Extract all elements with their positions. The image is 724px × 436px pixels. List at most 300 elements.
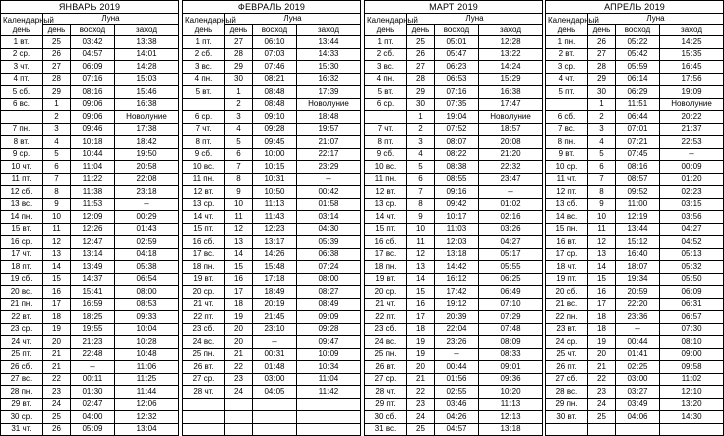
calendar-day-cell: 19 вт. <box>365 273 407 286</box>
calendar-day-cell: 22 вт. <box>1 311 43 324</box>
lunar-day-cell: 30 <box>407 98 435 111</box>
moonrise-cell: 10:44 <box>71 148 115 161</box>
table-row <box>1 173 179 186</box>
moonset-cell: 08:27 <box>297 286 361 299</box>
calendar-day-cell: 20 сб. <box>546 286 588 299</box>
table-row <box>183 61 361 74</box>
moonset-cell: 22:53 <box>660 136 724 149</box>
table-row <box>183 286 361 299</box>
calendar-day-cell: 25 пн. <box>365 348 407 361</box>
moonrise-cell: 01:48 <box>253 361 297 374</box>
calendar-day-cell: 9 вт. <box>546 148 588 161</box>
moonrise-cell: – <box>616 323 660 336</box>
moonrise-cell: 14:42 <box>435 261 479 274</box>
moonset-cell: 17:56 <box>660 73 724 86</box>
moonset-cell: 13:44 <box>297 36 361 49</box>
lunar-day-cell: 16 <box>588 286 616 299</box>
lunar-day-cell: 16 <box>43 286 71 299</box>
calendar-day-cell <box>365 111 407 124</box>
moonset-cell: 09:58 <box>660 361 724 374</box>
moonrise-cell: 11:43 <box>253 211 297 224</box>
table-row <box>365 423 543 436</box>
moonrise-cell <box>253 423 297 436</box>
moonset-cell: 18:42 <box>115 136 179 149</box>
moonset-cell: 20:22 <box>660 111 724 124</box>
moonset-cell: 04:27 <box>660 223 724 236</box>
moonrise-cell: 07:16 <box>435 86 479 99</box>
moonset-cell: 15:30 <box>297 61 361 74</box>
table-row <box>365 236 543 249</box>
calendar-day-cell: 11 чт. <box>546 173 588 186</box>
moonset-cell: 06:25 <box>479 273 543 286</box>
lunar-day-cell: 22 <box>225 361 253 374</box>
moonset-cell: 04:30 <box>297 223 361 236</box>
moonset-cell: 10:20 <box>479 386 543 399</box>
table-row <box>546 73 724 86</box>
moonrise-cell: 04:57 <box>71 48 115 61</box>
lunar-day-cell: 3 <box>225 111 253 124</box>
moonset-cell: 04:52 <box>660 236 724 249</box>
moonrise-cell: 15:12 <box>616 236 660 249</box>
calendar-day-cell: 13 ср. <box>183 198 225 211</box>
moonrise-cell: 09:45 <box>253 136 297 149</box>
month-table <box>545 0 724 436</box>
lunar-day-cell: 9 <box>588 198 616 211</box>
lunar-day-cell: 21 <box>225 348 253 361</box>
moonrise-cell: 09:46 <box>71 123 115 136</box>
moonrise-cell: 10:00 <box>253 148 297 161</box>
moonrise-cell: 11:22 <box>71 173 115 186</box>
moonrise-cell: 12:09 <box>71 211 115 224</box>
moonset-header: заход <box>660 25 724 36</box>
moonset-cell: 21:20 <box>479 148 543 161</box>
lunar-day-cell: 25 <box>588 411 616 424</box>
moonset-cell: 05:39 <box>297 236 361 249</box>
calendar-day-cell: 29 вт. <box>1 398 43 411</box>
moonset-cell: – <box>297 173 361 186</box>
moonset-cell: 00:29 <box>115 211 179 224</box>
table-row <box>365 211 543 224</box>
moonrise-cell: 17:18 <box>253 273 297 286</box>
calendar-day-cell: 26 вт. <box>365 361 407 374</box>
table-row <box>365 223 543 236</box>
moonset-cell: 07:30 <box>660 323 724 336</box>
moonset-cell: 15:46 <box>115 86 179 99</box>
lunar-day-cell: 28 <box>225 48 253 61</box>
calendar-day-cell: 15 пн. <box>546 223 588 236</box>
moonrise-cell: 14:37 <box>71 273 115 286</box>
calendar-day-cell: 23 сб. <box>365 323 407 336</box>
table-row <box>546 373 724 386</box>
lunar-day-cell: 18 <box>43 311 71 324</box>
calendar-day-cell <box>183 398 225 411</box>
calendar-day-header: Календарный день <box>365 14 407 36</box>
calendar-day-cell: 22 пт. <box>183 311 225 324</box>
calendar-day-cell: 9 сб. <box>183 148 225 161</box>
moonset-cell: – <box>115 198 179 211</box>
table-row <box>365 36 543 49</box>
lunar-day-header: день <box>407 25 435 36</box>
lunar-day-cell <box>225 398 253 411</box>
table-row <box>365 48 543 61</box>
table-row <box>183 211 361 224</box>
moonset-cell: 16:38 <box>479 86 543 99</box>
calendar-day-cell: 4 пн. <box>183 73 225 86</box>
calendar-day-cell: 25 пн. <box>183 348 225 361</box>
table-row <box>183 273 361 286</box>
lunar-day-cell: 10 <box>407 223 435 236</box>
moonrise-cell: 07:03 <box>253 48 297 61</box>
calendar-day-cell <box>183 98 225 111</box>
lunar-day-cell: 14 <box>407 273 435 286</box>
table-row <box>183 398 361 411</box>
lunar-day-cell: 5 <box>588 148 616 161</box>
moonrise-cell: 11:38 <box>71 186 115 199</box>
lunar-day-cell: 13 <box>225 236 253 249</box>
moonrise-cell: – <box>71 361 115 374</box>
lunar-day-cell: 25 <box>43 36 71 49</box>
month-title: МАРТ 2019 <box>365 1 543 14</box>
moonset-cell: 12:32 <box>115 411 179 424</box>
moonset-cell: 03:14 <box>297 211 361 224</box>
moonset-header: заход <box>115 25 179 36</box>
table-row <box>546 398 724 411</box>
moonset-cell: 05:17 <box>479 248 543 261</box>
table-row <box>183 86 361 99</box>
moonset-cell: 07:48 <box>479 323 543 336</box>
calendar-day-cell: 3 чт. <box>1 61 43 74</box>
moonset-cell: 17:39 <box>297 86 361 99</box>
moonset-cell: 07:10 <box>479 298 543 311</box>
table-row <box>546 186 724 199</box>
lunar-day-cell: 11 <box>225 211 253 224</box>
calendar-day-cell: 11 пн. <box>365 173 407 186</box>
moonset-cell: Новолуние <box>115 111 179 124</box>
moonset-cell: 14:25 <box>660 36 724 49</box>
calendar-day-cell: 15 вт. <box>1 223 43 236</box>
calendar-day-cell: 19 вт. <box>183 273 225 286</box>
calendar-day-cell: 28 чт. <box>365 386 407 399</box>
moonrise-cell: 03:00 <box>253 373 297 386</box>
lunar-day-cell: 24 <box>588 398 616 411</box>
calendar-day-cell: 12 вт. <box>365 186 407 199</box>
moonset-cell: 23:18 <box>115 186 179 199</box>
lunar-day-cell: 22 <box>43 373 71 386</box>
table-row <box>365 298 543 311</box>
lunar-day-cell: 20 <box>225 336 253 349</box>
lunar-day-cell: 19 <box>407 336 435 349</box>
calendar-day-header: Календарный день <box>1 14 43 36</box>
moonrise-header: восход <box>71 25 115 36</box>
moonrise-cell: 09:10 <box>253 111 297 124</box>
lunar-day-cell: 12 <box>225 223 253 236</box>
month-title: ЯНВАРЬ 2019 <box>1 1 179 14</box>
table-row <box>1 348 179 361</box>
moonrise-cell: 00:44 <box>616 336 660 349</box>
moon-header: Луна <box>588 14 724 25</box>
calendar-day-cell: 20 ср. <box>365 286 407 299</box>
moonset-cell: 13:22 <box>479 48 543 61</box>
calendar-day-cell: 24 вс. <box>365 336 407 349</box>
table-row <box>546 161 724 174</box>
table-row <box>546 286 724 299</box>
moonrise-cell: 22:48 <box>71 348 115 361</box>
table-row <box>1 161 179 174</box>
moonset-cell: 11:02 <box>660 373 724 386</box>
month-block <box>0 0 178 433</box>
calendar-day-cell: 3 вс. <box>183 61 225 74</box>
calendar-day-cell: 17 ср. <box>546 248 588 261</box>
moonrise-cell: 12:03 <box>435 236 479 249</box>
calendar-day-cell: 14 чт. <box>183 211 225 224</box>
calendar-day-cell: 23 вт. <box>546 323 588 336</box>
moonset-cell: Новолуние <box>660 98 724 111</box>
moonrise-cell: 00:31 <box>253 348 297 361</box>
moonrise-cell: 13:44 <box>616 223 660 236</box>
lunar-day-cell: 16 <box>225 273 253 286</box>
moonrise-cell: 04:06 <box>616 411 660 424</box>
lunar-day-cell: 28 <box>43 73 71 86</box>
month-block <box>364 0 542 433</box>
lunar-day-cell: 18 <box>407 323 435 336</box>
moonrise-cell: 09:06 <box>71 111 115 124</box>
table-row <box>183 123 361 136</box>
calendar-day-cell: 27 ср. <box>183 373 225 386</box>
table-row <box>1 98 179 111</box>
lunar-day-cell: 11 <box>588 223 616 236</box>
calendar-day-cell: 22 пн. <box>546 311 588 324</box>
moonset-cell: 02:59 <box>115 236 179 249</box>
moonset-cell: 11:25 <box>115 373 179 386</box>
lunar-day-cell: 7 <box>43 173 71 186</box>
calendar-day-cell: 17 чт. <box>1 248 43 261</box>
calendar-day-cell: 20 ср. <box>183 286 225 299</box>
lunar-day-cell: 21 <box>407 373 435 386</box>
calendar-day-cell: 5 сб. <box>1 86 43 99</box>
moonrise-cell: 23:26 <box>435 336 479 349</box>
month-block <box>182 0 360 433</box>
calendar-day-cell: 27 вс. <box>1 373 43 386</box>
moonrise-cell: 23:36 <box>616 311 660 324</box>
moonset-cell: 09:01 <box>479 361 543 374</box>
lunar-day-cell: 1 <box>225 86 253 99</box>
moonset-cell: 08:49 <box>297 298 361 311</box>
moonset-cell: 06:57 <box>660 311 724 324</box>
calendar-day-cell: 14 вс. <box>546 211 588 224</box>
lunar-day-cell: 25 <box>407 423 435 436</box>
moonrise-cell: 13:14 <box>71 248 115 261</box>
table-row <box>1 323 179 336</box>
moonrise-cell: 10:50 <box>253 186 297 199</box>
lunar-day-cell: 8 <box>43 186 71 199</box>
table-row <box>183 48 361 61</box>
calendar-day-cell: 26 сб. <box>1 361 43 374</box>
moonrise-cell: 00:44 <box>435 361 479 374</box>
calendar-day-cell: 25 чт. <box>546 348 588 361</box>
calendar-day-cell <box>546 423 588 436</box>
moonset-cell: 10:34 <box>297 361 361 374</box>
lunar-day-cell: 4 <box>588 136 616 149</box>
moonset-cell: 03:56 <box>660 211 724 224</box>
calendar-day-cell: 20 вс. <box>1 286 43 299</box>
moonrise-header: восход <box>253 25 297 36</box>
moonset-cell: 17:47 <box>479 98 543 111</box>
moonset-cell: 12:13 <box>479 411 543 424</box>
moonset-cell: 21:37 <box>660 123 724 136</box>
table-row <box>183 136 361 149</box>
table-row <box>365 136 543 149</box>
lunar-day-cell: 2 <box>407 123 435 136</box>
table-row <box>1 123 179 136</box>
calendar-day-cell: 13 вс. <box>1 198 43 211</box>
table-row <box>183 36 361 49</box>
lunar-day-cell: 8 <box>407 198 435 211</box>
table-row <box>365 148 543 161</box>
table-row <box>183 248 361 261</box>
moonrise-cell: 14:26 <box>253 248 297 261</box>
lunar-day-cell: 30 <box>588 86 616 99</box>
moonrise-cell: 06:53 <box>435 73 479 86</box>
lunar-day-cell: 19 <box>43 323 71 336</box>
lunar-day-cell: 23 <box>407 398 435 411</box>
moonrise-cell: 00:11 <box>71 373 115 386</box>
table-row <box>365 411 543 424</box>
table-row <box>1 398 179 411</box>
moonset-cell <box>297 398 361 411</box>
moonrise-cell: 07:45 <box>616 148 660 161</box>
moonset-cell: 09:36 <box>479 373 543 386</box>
moon-header: Луна <box>407 14 543 25</box>
calendar-day-cell <box>546 98 588 111</box>
table-row <box>1 386 179 399</box>
table-row <box>546 48 724 61</box>
calendar-day-cell: 8 пт. <box>183 136 225 149</box>
moonrise-cell: 08:16 <box>71 86 115 99</box>
table-row <box>365 261 543 274</box>
calendar-day-cell: 4 чт. <box>546 73 588 86</box>
moonset-cell: 16:32 <box>297 73 361 86</box>
moonrise-cell: 20:19 <box>253 298 297 311</box>
calendar-day-cell: 4 пт. <box>1 73 43 86</box>
calendar-day-cell: 29 пт. <box>365 398 407 411</box>
moonrise-cell: 12:23 <box>253 223 297 236</box>
moonrise-cell <box>253 398 297 411</box>
moonrise-cell: 10:31 <box>253 173 297 186</box>
lunar-day-cell: 23 <box>588 386 616 399</box>
lunar-day-cell: 6 <box>407 173 435 186</box>
moonset-cell: 09:00 <box>660 348 724 361</box>
moonrise-cell: 06:44 <box>616 111 660 124</box>
moonset-cell: 22:08 <box>115 173 179 186</box>
table-row <box>365 348 543 361</box>
table-row <box>546 61 724 74</box>
table-row <box>546 298 724 311</box>
lunar-day-cell: 22 <box>407 386 435 399</box>
moonrise-header: восход <box>435 25 479 36</box>
table-row <box>1 248 179 261</box>
lunar-day-cell: 20 <box>43 336 71 349</box>
calendar-day-cell: 9 ср. <box>1 148 43 161</box>
moonset-cell: 20:58 <box>115 161 179 174</box>
table-row <box>365 286 543 299</box>
table-row <box>365 123 543 136</box>
moonset-cell: 02:16 <box>479 211 543 224</box>
lunar-day-cell: 26 <box>43 423 71 436</box>
calendar-day-cell: 31 вс. <box>365 423 407 436</box>
moonrise-cell: 02:47 <box>71 398 115 411</box>
table-row <box>546 248 724 261</box>
lunar-day-cell: 3 <box>43 123 71 136</box>
lunar-day-cell: 8 <box>225 173 253 186</box>
moonset-cell: 05:55 <box>479 261 543 274</box>
moonrise-cell: 05:42 <box>616 48 660 61</box>
moonrise-cell: 09:28 <box>253 123 297 136</box>
table-row <box>183 261 361 274</box>
calendar-day-cell: 28 вс. <box>546 386 588 399</box>
table-row <box>1 373 179 386</box>
table-row <box>546 273 724 286</box>
lunar-day-cell: 1 <box>588 98 616 111</box>
moonset-cell: 22:17 <box>297 148 361 161</box>
moonset-cell: 20:08 <box>479 136 543 149</box>
table-row <box>365 248 543 261</box>
moonset-cell: 07:29 <box>479 311 543 324</box>
lunar-day-cell: 10 <box>225 198 253 211</box>
lunar-day-cell: 25 <box>43 411 71 424</box>
moonrise-cell: 05:59 <box>616 61 660 74</box>
table-row <box>183 186 361 199</box>
lunar-day-cell: 4 <box>225 123 253 136</box>
lunar-day-cell: 8 <box>588 186 616 199</box>
table-row <box>1 411 179 424</box>
moonset-cell: 14:33 <box>297 48 361 61</box>
calendar-day-cell: 26 пт. <box>546 361 588 374</box>
moonrise-cell: 15:41 <box>71 286 115 299</box>
moonset-cell: 08:10 <box>660 336 724 349</box>
table-row <box>183 323 361 336</box>
table-row <box>1 61 179 74</box>
moonset-cell: 16:38 <box>115 98 179 111</box>
moonset-cell: 04:27 <box>479 236 543 249</box>
table-row <box>546 173 724 186</box>
moonrise-cell: 11:00 <box>616 198 660 211</box>
calendar-day-cell: 5 пт. <box>546 86 588 99</box>
table-row <box>183 311 361 324</box>
table-row <box>1 111 179 124</box>
moonrise-cell: 12:19 <box>616 211 660 224</box>
moonset-cell: 10:09 <box>297 348 361 361</box>
moonrise-cell: 06:29 <box>616 86 660 99</box>
moonrise-cell: 07:35 <box>435 98 479 111</box>
table-row <box>365 61 543 74</box>
table-row <box>546 386 724 399</box>
table-row <box>365 98 543 111</box>
lunar-day-cell: 29 <box>225 61 253 74</box>
table-row <box>183 223 361 236</box>
month-block <box>545 0 723 433</box>
moonset-cell: 21:07 <box>297 136 361 149</box>
table-row <box>365 73 543 86</box>
moonset-cell: 08:33 <box>479 348 543 361</box>
table-row <box>1 273 179 286</box>
calendar-day-cell: 23 сб. <box>183 323 225 336</box>
calendar-day-cell: 3 ср. <box>546 61 588 74</box>
moonrise-cell: 02:25 <box>616 361 660 374</box>
lunar-day-cell: 15 <box>588 273 616 286</box>
moonrise-cell: 01:41 <box>616 348 660 361</box>
calendar-day-cell: 7 чт. <box>183 123 225 136</box>
table-row <box>546 336 724 349</box>
